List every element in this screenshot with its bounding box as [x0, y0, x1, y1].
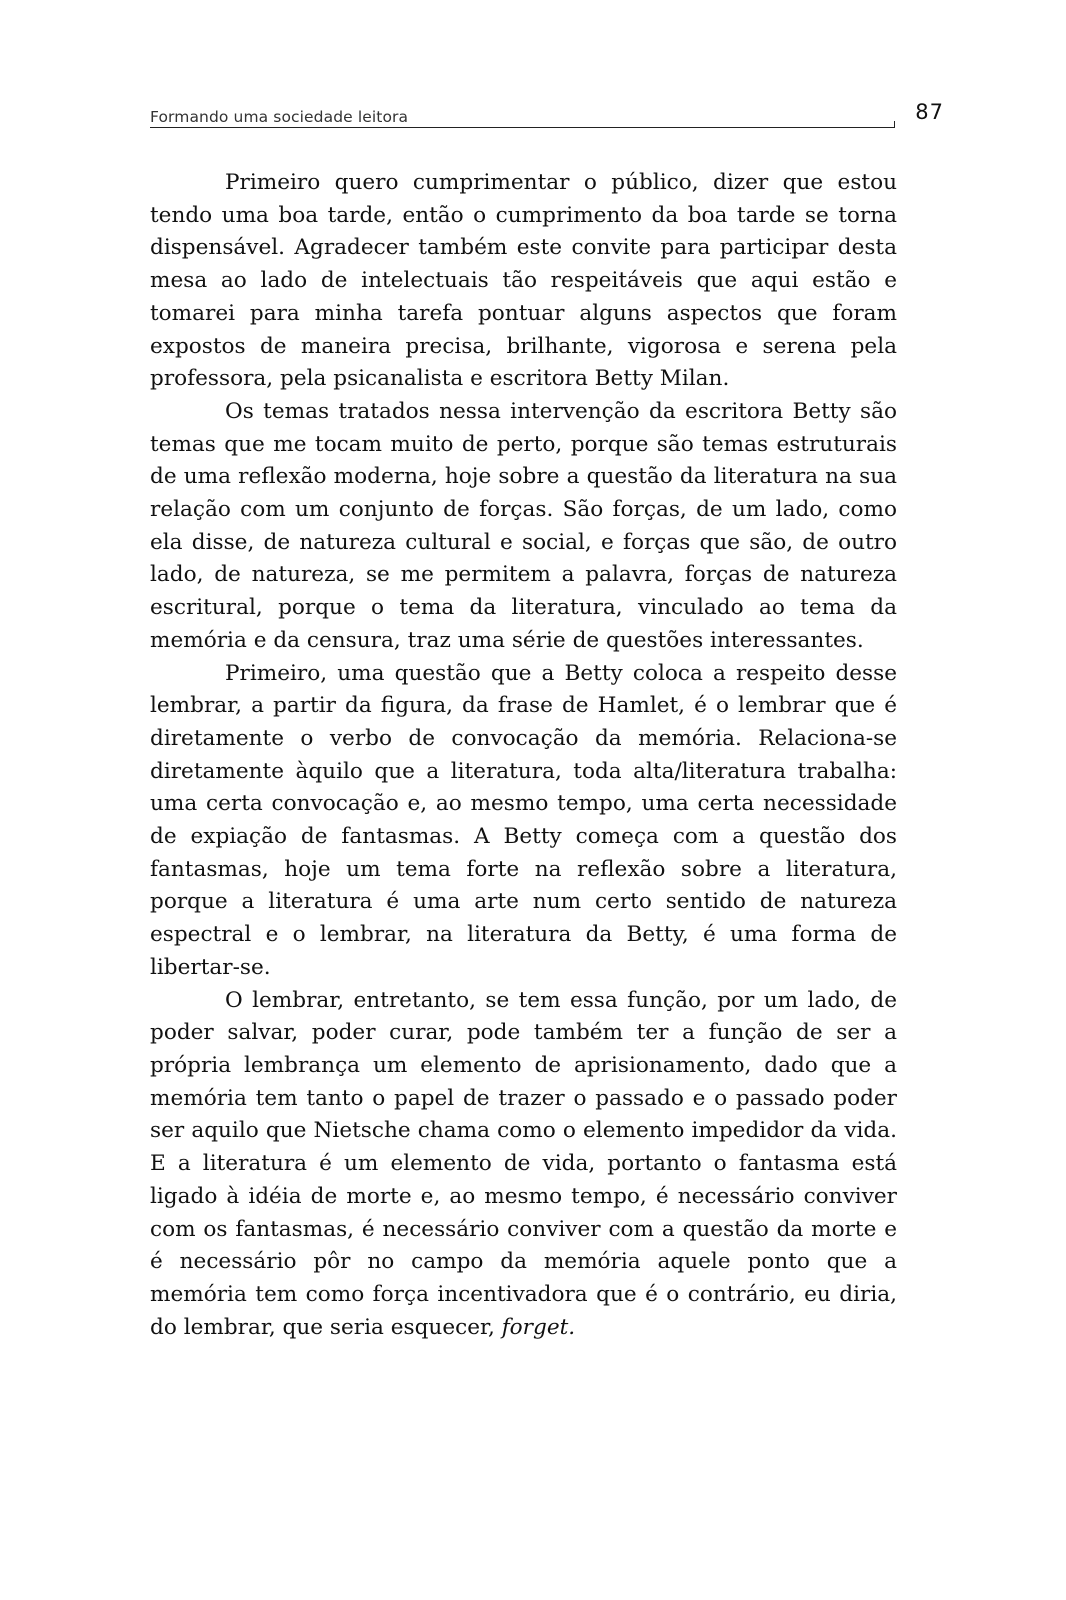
paragraph: Os temas tratados nessa intervenção da escritora Betty são temas que me tocam muito de perto, porque são temas estruturais de uma reflexão moderna, hoje sobre a questão da literatura na sua relação com um conjunto de forças. São forças, de um lado, como ela disse, de natureza cultural e social, e forças que são, de outro lado, de natureza, se me permitem a palavra, forças de natureza escritural, porque o tema da literatura, vinculado ao tema da memória e da censura, traz uma série de questões interessantes. — [150, 398, 897, 653]
running-header — [150, 98, 944, 128]
paragraph: Primeiro quero cumprimentar o público, dizer que estou tendo uma boa tarde, então o cumprimento da boa tarde se torna dispensável. Agradecer também este convite para participar desta mesa ao lado de intelectuais tão respeitáveis que aqui estão e tomarei para minha tarefa pontuar alguns aspectos que foram expostos de maneira precisa, brilhante, vigorosa e serena pela professora, pela psicanalista e escritora Betty Milan. — [150, 170, 897, 392]
header-rule-tick — [894, 121, 895, 128]
paragraph: Primeiro, uma questão que a Betty coloca a respeito desse lembrar, a partir da figura, da frase de Hamlet, é o lembrar que é diretamente o verbo de convocação da memória. Relaciona-se diretamente àquilo que a literatura, toda alta/literatura trabalha: uma certa convocação e, ao mesmo tempo, uma certa necessidade de expiação de fantasmas. A Betty começa com a questão dos fantasmas, hoje um tema forte na reflexão sobre a literatura, porque a literatura é uma arte num certo sentido de natureza espectral e o lembrar, na literatura da Betty, é uma forma de libertar-se. — [150, 660, 897, 980]
paragraph-text: O lembrar, entretanto, se tem essa função, por um lado, de poder salvar, poder curar, pode também ter a função de ser a própria lembrança um elemento de aprisionamento, dado que a memória tem tanto o papel de trazer o passado e o passado poder ser aquilo que Nietsche chama como o elemento impedidor da vida. E a literatura é um elemento de vida, portanto o fantasma está ligado à idéia de morte e, ao mesmo tempo, é necessário conviver com os fantasmas, é necessário conviver com a questão da morte e é necessário pôr no campo da memória aquele ponto que a memória tem como força incentivadora que é o contrário, eu diria, do lembrar, que seria esquecer, — [150, 987, 897, 1340]
italic-word: forget. — [501, 1314, 576, 1340]
page-number: 87 — [915, 100, 944, 124]
header-rule — [150, 127, 894, 128]
body-text — [150, 167, 897, 1344]
running-title: Formando uma sociedade leitora — [150, 108, 409, 126]
paragraph-final — [150, 985, 897, 1345]
